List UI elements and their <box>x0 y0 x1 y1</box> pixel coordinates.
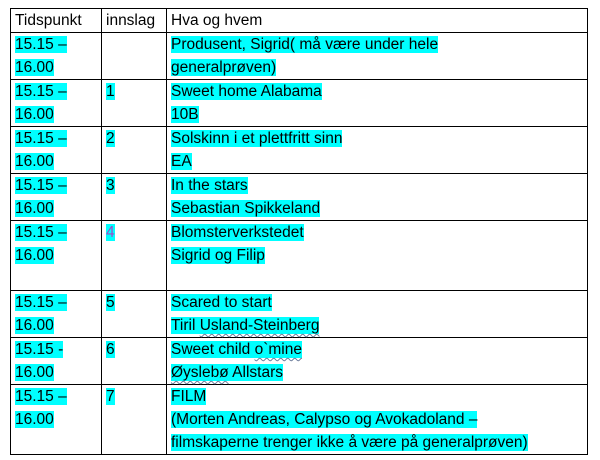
act-title: In the stars <box>171 177 248 194</box>
description-cell <box>167 338 588 385</box>
description-cell <box>167 291 588 338</box>
table-row <box>11 174 588 221</box>
table-row <box>11 385 588 455</box>
performer-part-spellcheck: Øyslebø <box>171 364 229 381</box>
header-time: Tidspunkt <box>11 9 102 33</box>
description-cell <box>167 33 588 80</box>
act-number: 3 <box>106 177 115 194</box>
description-line: Produsent, Sigrid( må være under hele <box>171 36 439 53</box>
time-start: 15.15 – <box>15 224 67 241</box>
description-line: generalprøven) <box>171 59 277 76</box>
performer: Sigrid og Filip <box>171 247 265 264</box>
act-number-cell <box>102 385 167 455</box>
time-cell <box>11 80 102 127</box>
table-row <box>11 221 588 291</box>
time-end: 16.00 <box>15 59 54 76</box>
description-cell <box>167 80 588 127</box>
table-row <box>11 33 588 80</box>
performer-first-name: Tiril <box>171 317 200 334</box>
time-start: 15.15 – <box>15 177 67 194</box>
time-start: 15.15 – <box>15 130 67 147</box>
time-end: 16.00 <box>15 153 54 170</box>
act-number-cell <box>102 174 167 221</box>
description-cell <box>167 174 588 221</box>
description-line: filmskaperne trenger ikke å være på generalprøven) <box>171 434 528 451</box>
time-start: 15.15 – <box>15 388 67 405</box>
table-row <box>11 127 588 174</box>
description-cell <box>167 385 588 455</box>
time-cell <box>11 127 102 174</box>
act-number-cell <box>102 80 167 127</box>
act-number-cell <box>102 127 167 174</box>
time-end: 16.00 <box>15 364 54 381</box>
act-number-cell <box>102 221 167 291</box>
act-number: 4 <box>106 224 115 241</box>
header-act: innslag <box>102 9 167 33</box>
act-number: 5 <box>106 294 115 311</box>
act-number: 1 <box>106 83 115 100</box>
time-start: 15.15 – <box>15 83 67 100</box>
act-title: Blomsterverkstedet <box>171 224 304 241</box>
performer: 10B <box>171 106 199 123</box>
act-number: 6 <box>106 341 115 358</box>
table-row <box>11 291 588 338</box>
act-number: 7 <box>106 388 115 405</box>
time-cell <box>11 338 102 385</box>
act-title-part-spellcheck: o`mine <box>254 341 302 358</box>
act-title: Sweet home Alabama <box>171 83 322 100</box>
table-row <box>11 80 588 127</box>
act-title: Scared to start <box>171 294 272 311</box>
act-number-cell <box>102 291 167 338</box>
header-what: Hva og hvem <box>167 9 588 33</box>
performer: Sebastian Spikkeland <box>171 200 321 217</box>
time-end: 16.00 <box>15 106 54 123</box>
time-end: 16.00 <box>15 317 54 334</box>
time-start: 15.15 - <box>15 341 64 358</box>
performer-part: Allstars <box>228 364 283 381</box>
time-cell <box>11 221 102 291</box>
time-cell <box>11 33 102 80</box>
act-number-cell <box>102 33 167 80</box>
time-end: 16.00 <box>15 411 54 428</box>
act-title-part: Sweet child <box>171 341 255 358</box>
description-cell <box>167 221 588 291</box>
act-number-cell <box>102 338 167 385</box>
description-line: (Morten Andreas, Calypso og Avokadoland – <box>171 411 478 428</box>
time-cell <box>11 385 102 455</box>
schedule-table <box>10 8 588 455</box>
description-cell <box>167 127 588 174</box>
performer-last-name: Usland-Steinberg <box>199 317 320 334</box>
time-end: 16.00 <box>15 247 54 264</box>
table-row <box>11 338 588 385</box>
act-number: 2 <box>106 130 115 147</box>
time-start: 15.15 – <box>15 294 67 311</box>
header-row <box>11 9 588 33</box>
performer: EA <box>171 153 192 170</box>
act-title: Solskinn i et plettfritt sinn <box>171 130 343 147</box>
time-end: 16.00 <box>15 200 54 217</box>
time-start: 15.15 – <box>15 36 67 53</box>
act-title: FILM <box>171 388 207 405</box>
time-cell <box>11 291 102 338</box>
time-cell <box>11 174 102 221</box>
